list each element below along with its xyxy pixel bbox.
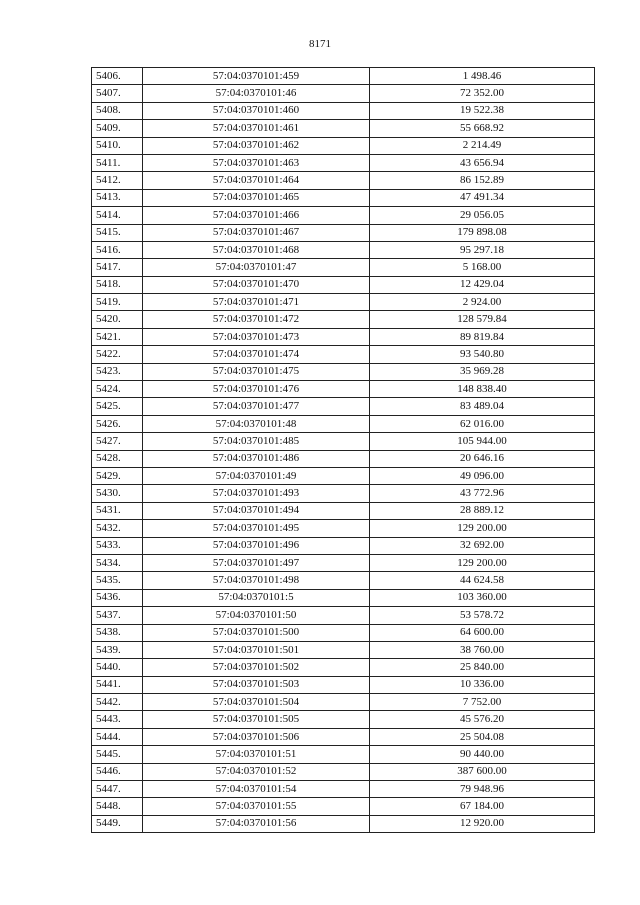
value-cell: 7 752.00 xyxy=(370,694,595,711)
value-cell: 55 668.92 xyxy=(370,120,595,137)
row-number-cell: 5423. xyxy=(92,363,143,380)
table-row xyxy=(92,607,595,624)
row-number-cell: 5408. xyxy=(92,102,143,119)
row-number-cell: 5414. xyxy=(92,207,143,224)
row-number-cell: 5417. xyxy=(92,259,143,276)
value-cell: 103 360.00 xyxy=(370,589,595,606)
table-row xyxy=(92,694,595,711)
table-row xyxy=(92,572,595,589)
value-cell: 129 200.00 xyxy=(370,554,595,571)
cadastral-number-cell: 57:04:0370101:493 xyxy=(143,485,370,502)
table-row xyxy=(92,328,595,345)
table-row xyxy=(92,259,595,276)
cadastral-number-cell: 57:04:0370101:501 xyxy=(143,641,370,658)
row-number-cell: 5412. xyxy=(92,172,143,189)
cadastral-number-cell: 57:04:0370101:494 xyxy=(143,502,370,519)
row-number-cell: 5447. xyxy=(92,781,143,798)
row-number-cell: 5438. xyxy=(92,624,143,641)
row-number-cell: 5430. xyxy=(92,485,143,502)
row-number-cell: 5429. xyxy=(92,467,143,484)
table-row xyxy=(92,450,595,467)
table-row xyxy=(92,433,595,450)
cadastral-number-cell: 57:04:0370101:506 xyxy=(143,728,370,745)
row-number-cell: 5411. xyxy=(92,154,143,171)
value-cell: 12 920.00 xyxy=(370,815,595,832)
page-number: 8171 xyxy=(309,38,331,50)
table-row xyxy=(92,381,595,398)
table-row xyxy=(92,589,595,606)
table-row xyxy=(92,189,595,206)
value-cell: 64 600.00 xyxy=(370,624,595,641)
value-cell: 10 336.00 xyxy=(370,676,595,693)
value-cell: 43 656.94 xyxy=(370,154,595,171)
row-number-cell: 5434. xyxy=(92,554,143,571)
cadastral-number-cell: 57:04:0370101:466 xyxy=(143,207,370,224)
value-cell: 79 948.96 xyxy=(370,781,595,798)
value-cell: 148 838.40 xyxy=(370,381,595,398)
cadastral-number-cell: 57:04:0370101:52 xyxy=(143,763,370,780)
row-number-cell: 5425. xyxy=(92,398,143,415)
value-cell: 89 819.84 xyxy=(370,328,595,345)
value-cell: 128 579.84 xyxy=(370,311,595,328)
cadastral-number-cell: 57:04:0370101:473 xyxy=(143,328,370,345)
cadastral-number-cell: 57:04:0370101:55 xyxy=(143,798,370,815)
table-row xyxy=(92,624,595,641)
row-number-cell: 5409. xyxy=(92,120,143,137)
value-cell: 43 772.96 xyxy=(370,485,595,502)
table-row xyxy=(92,502,595,519)
table-row xyxy=(92,224,595,241)
value-cell: 45 576.20 xyxy=(370,711,595,728)
cadastral-number-cell: 57:04:0370101:471 xyxy=(143,294,370,311)
cadastral-number-cell: 57:04:0370101:496 xyxy=(143,537,370,554)
row-number-cell: 5426. xyxy=(92,415,143,432)
cadastral-number-cell: 57:04:0370101:498 xyxy=(143,572,370,589)
value-cell: 12 429.04 xyxy=(370,276,595,293)
table-row xyxy=(92,485,595,502)
cadastral-number-cell: 57:04:0370101:495 xyxy=(143,520,370,537)
value-cell: 44 624.58 xyxy=(370,572,595,589)
row-number-cell: 5406. xyxy=(92,68,143,85)
value-cell: 179 898.08 xyxy=(370,224,595,241)
cadastral-number-cell: 57:04:0370101:477 xyxy=(143,398,370,415)
cadastral-number-cell: 57:04:0370101:462 xyxy=(143,137,370,154)
table-row xyxy=(92,763,595,780)
row-number-cell: 5413. xyxy=(92,189,143,206)
row-number-cell: 5407. xyxy=(92,85,143,102)
row-number-cell: 5419. xyxy=(92,294,143,311)
row-number-cell: 5445. xyxy=(92,746,143,763)
cadastral-number-cell: 57:04:0370101:47 xyxy=(143,259,370,276)
value-cell: 25 840.00 xyxy=(370,659,595,676)
cadastral-number-cell: 57:04:0370101:472 xyxy=(143,311,370,328)
value-cell: 32 692.00 xyxy=(370,537,595,554)
cadastral-number-cell: 57:04:0370101:485 xyxy=(143,433,370,450)
row-number-cell: 5437. xyxy=(92,607,143,624)
row-number-cell: 5439. xyxy=(92,641,143,658)
value-cell: 93 540.80 xyxy=(370,346,595,363)
table-row xyxy=(92,276,595,293)
cadastral-number-cell: 57:04:0370101:470 xyxy=(143,276,370,293)
row-number-cell: 5444. xyxy=(92,728,143,745)
value-cell: 83 489.04 xyxy=(370,398,595,415)
row-number-cell: 5442. xyxy=(92,694,143,711)
cadastral-number-cell: 57:04:0370101:474 xyxy=(143,346,370,363)
cadastral-number-cell: 57:04:0370101:476 xyxy=(143,381,370,398)
row-number-cell: 5446. xyxy=(92,763,143,780)
value-cell: 2 924.00 xyxy=(370,294,595,311)
table-row xyxy=(92,520,595,537)
value-cell: 387 600.00 xyxy=(370,763,595,780)
row-number-cell: 5416. xyxy=(92,241,143,258)
value-cell: 28 889.12 xyxy=(370,502,595,519)
row-number-cell: 5410. xyxy=(92,137,143,154)
value-cell: 129 200.00 xyxy=(370,520,595,537)
row-number-cell: 5435. xyxy=(92,572,143,589)
table-row xyxy=(92,311,595,328)
cadastral-number-cell: 57:04:0370101:56 xyxy=(143,815,370,832)
table-row xyxy=(92,676,595,693)
cadastral-number-cell: 57:04:0370101:459 xyxy=(143,68,370,85)
row-number-cell: 5436. xyxy=(92,589,143,606)
value-cell: 29 056.05 xyxy=(370,207,595,224)
row-number-cell: 5432. xyxy=(92,520,143,537)
cadastral-number-cell: 57:04:0370101:475 xyxy=(143,363,370,380)
row-number-cell: 5449. xyxy=(92,815,143,832)
row-number-cell: 5448. xyxy=(92,798,143,815)
table-row xyxy=(92,815,595,832)
cadastral-number-cell: 57:04:0370101:464 xyxy=(143,172,370,189)
table-row xyxy=(92,172,595,189)
row-number-cell: 5427. xyxy=(92,433,143,450)
value-cell: 38 760.00 xyxy=(370,641,595,658)
table-row xyxy=(92,711,595,728)
table-row xyxy=(92,641,595,658)
cadastral-number-cell: 57:04:0370101:497 xyxy=(143,554,370,571)
row-number-cell: 5441. xyxy=(92,676,143,693)
table-row xyxy=(92,728,595,745)
table-row xyxy=(92,154,595,171)
table-row xyxy=(92,241,595,258)
row-number-cell: 5420. xyxy=(92,311,143,328)
table-row xyxy=(92,746,595,763)
value-cell: 5 168.00 xyxy=(370,259,595,276)
value-cell: 90 440.00 xyxy=(370,746,595,763)
value-cell: 86 152.89 xyxy=(370,172,595,189)
cadastral-number-cell: 57:04:0370101:54 xyxy=(143,781,370,798)
table-row xyxy=(92,554,595,571)
value-cell: 67 184.00 xyxy=(370,798,595,815)
table-row xyxy=(92,798,595,815)
value-cell: 2 214.49 xyxy=(370,137,595,154)
cadastral-number-cell: 57:04:0370101:465 xyxy=(143,189,370,206)
cadastral-number-cell: 57:04:0370101:51 xyxy=(143,746,370,763)
cadastral-number-cell: 57:04:0370101:46 xyxy=(143,85,370,102)
cadastral-number-cell: 57:04:0370101:5 xyxy=(143,589,370,606)
table-row xyxy=(92,537,595,554)
cadastral-number-cell: 57:04:0370101:461 xyxy=(143,120,370,137)
table-row xyxy=(92,207,595,224)
table-row xyxy=(92,102,595,119)
row-number-cell: 5431. xyxy=(92,502,143,519)
value-cell: 62 016.00 xyxy=(370,415,595,432)
cadastral-number-cell: 57:04:0370101:505 xyxy=(143,711,370,728)
value-cell: 35 969.28 xyxy=(370,363,595,380)
row-number-cell: 5433. xyxy=(92,537,143,554)
cadastral-number-cell: 57:04:0370101:500 xyxy=(143,624,370,641)
table-row xyxy=(92,68,595,85)
row-number-cell: 5421. xyxy=(92,328,143,345)
row-number-cell: 5428. xyxy=(92,450,143,467)
cadastral-number-cell: 57:04:0370101:49 xyxy=(143,467,370,484)
row-number-cell: 5443. xyxy=(92,711,143,728)
value-cell: 1 498.46 xyxy=(370,68,595,85)
cadastral-number-cell: 57:04:0370101:48 xyxy=(143,415,370,432)
table-row xyxy=(92,346,595,363)
table-row xyxy=(92,85,595,102)
table-row xyxy=(92,398,595,415)
table-row xyxy=(92,659,595,676)
value-cell: 105 944.00 xyxy=(370,433,595,450)
value-cell: 19 522.38 xyxy=(370,102,595,119)
row-number-cell: 5424. xyxy=(92,381,143,398)
cadastral-table xyxy=(91,67,595,833)
cadastral-number-cell: 57:04:0370101:503 xyxy=(143,676,370,693)
table-row xyxy=(92,781,595,798)
row-number-cell: 5418. xyxy=(92,276,143,293)
table-row xyxy=(92,294,595,311)
table-body xyxy=(92,68,595,833)
cadastral-number-cell: 57:04:0370101:504 xyxy=(143,694,370,711)
cadastral-number-cell: 57:04:0370101:468 xyxy=(143,241,370,258)
cadastral-number-cell: 57:04:0370101:502 xyxy=(143,659,370,676)
cadastral-number-cell: 57:04:0370101:460 xyxy=(143,102,370,119)
value-cell: 20 646.16 xyxy=(370,450,595,467)
value-cell: 47 491.34 xyxy=(370,189,595,206)
table-row xyxy=(92,363,595,380)
table-row xyxy=(92,120,595,137)
value-cell: 72 352.00 xyxy=(370,85,595,102)
value-cell: 95 297.18 xyxy=(370,241,595,258)
value-cell: 25 504.08 xyxy=(370,728,595,745)
cadastral-number-cell: 57:04:0370101:463 xyxy=(143,154,370,171)
cadastral-number-cell: 57:04:0370101:467 xyxy=(143,224,370,241)
cadastral-number-cell: 57:04:0370101:50 xyxy=(143,607,370,624)
row-number-cell: 5422. xyxy=(92,346,143,363)
row-number-cell: 5440. xyxy=(92,659,143,676)
row-number-cell: 5415. xyxy=(92,224,143,241)
value-cell: 53 578.72 xyxy=(370,607,595,624)
table-row xyxy=(92,137,595,154)
table-row xyxy=(92,415,595,432)
cadastral-number-cell: 57:04:0370101:486 xyxy=(143,450,370,467)
value-cell: 49 096.00 xyxy=(370,467,595,484)
table-row xyxy=(92,467,595,484)
